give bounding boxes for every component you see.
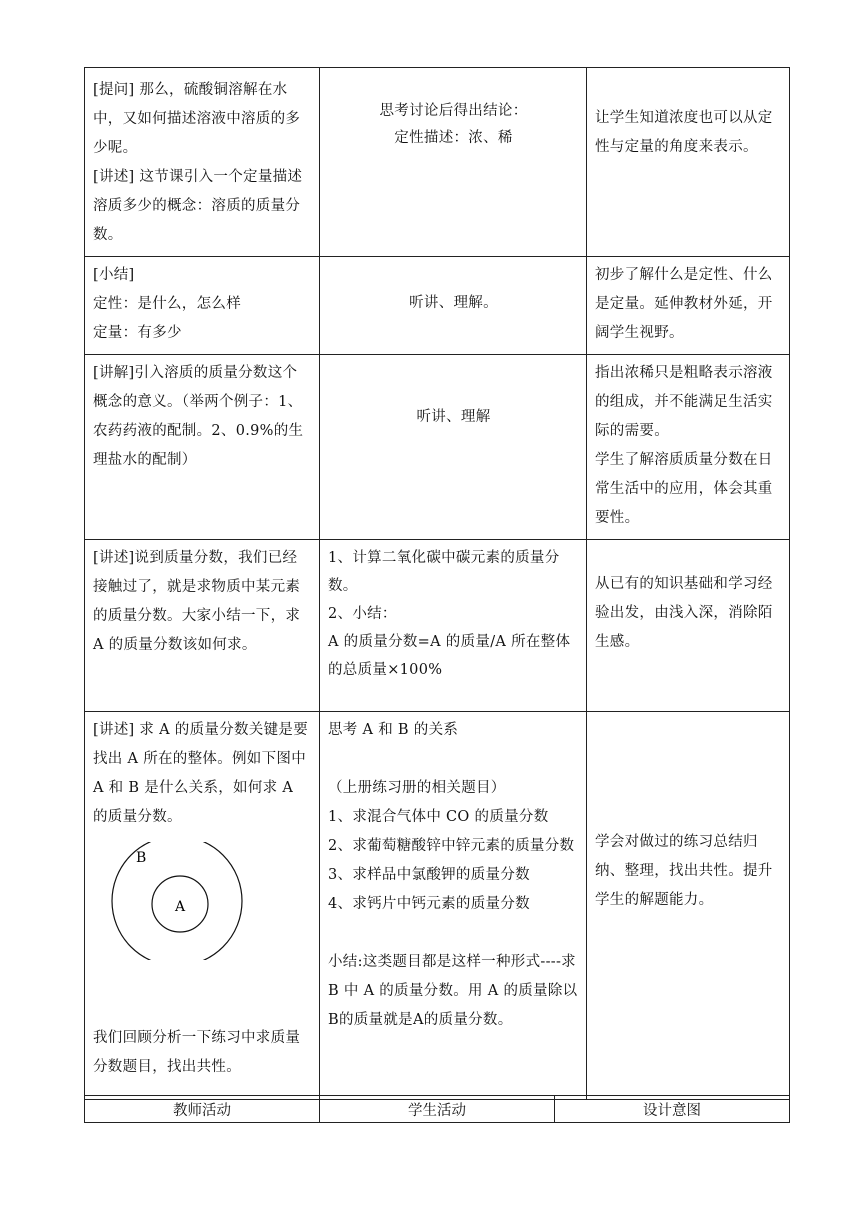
design-cell	[587, 540, 790, 712]
design-cell	[587, 257, 790, 355]
header-row	[85, 1096, 790, 1123]
student-text: 2、求葡萄糖酸锌中锌元素的质量分数	[328, 838, 575, 854]
table-row	[85, 712, 790, 1100]
lesson-plan-table	[84, 67, 790, 1100]
design-text: 让学生知道浓度也可以从定性与定量的角度来表示。	[595, 110, 773, 155]
teacher-cell	[85, 257, 320, 355]
design-cell	[587, 712, 790, 1100]
student-text: （上册练习册的相关题目）	[328, 780, 506, 796]
student-text: 思考 A 和 B 的关系	[328, 722, 459, 738]
student-cell	[320, 257, 587, 355]
student-text: 3、求样品中氯酸钾的质量分数	[328, 867, 530, 883]
table-row	[85, 540, 790, 712]
student-text: 定性描述：浓、稀	[394, 130, 513, 146]
design-text: 学会对做过的练习总结归纳、整理，找出共性。提升学生的解题能力。	[595, 834, 773, 908]
design-text: 指出浓稀只是粗略表示溶液的组成，并不能满足生活实际的需要。	[595, 365, 773, 439]
student-text: 1、求混合气体中 CO 的质量分数	[328, 809, 549, 825]
student-cell	[320, 355, 587, 540]
student-cell	[320, 540, 587, 712]
design-cell	[587, 355, 790, 540]
table-row	[85, 257, 790, 355]
label-b: B	[136, 850, 147, 866]
design-text: 初步了解什么是定性、什么是定量。延伸教材外延，开阔学生视野。	[595, 267, 773, 341]
student-cell	[320, 712, 587, 1100]
student-text: 听讲、理解。	[409, 295, 498, 311]
header-teacher: 教师活动	[85, 1096, 320, 1123]
student-text: 2、小结：	[328, 606, 397, 622]
teacher-text: [讲述] 这节课引入一个定量描述溶质多少的概念：溶质的质量分数。	[93, 169, 303, 243]
activity-header-table	[84, 1095, 790, 1123]
table-row	[85, 68, 790, 257]
teacher-text: [讲述]说到质量分数，我们已经接触过了，就是求物质中某元素的质量分数。大家小结一下，求 A 的质量分数该如何求。	[93, 550, 301, 653]
teacher-cell	[85, 712, 320, 1100]
design-text: 学生了解溶质质量分数在日常生活中的应用，体会其重要性。	[595, 452, 773, 526]
student-text: 思考讨论后得出结论：	[379, 103, 528, 119]
teacher-text: 定性：是什么，怎么样	[93, 296, 241, 312]
teacher-text: [讲解]引入溶质的质量分数这个概念的意义。（举两个例子：1、农药药液的配制。2、0.9%的生理盐水的配制）	[93, 365, 304, 468]
teacher-text: [讲述] 求 A 的质量分数关键是要找出 A 所在的整体。例如下图中 A 和 B 是什么关系，如何求 A 的质量分数。	[93, 722, 309, 825]
teacher-text: [小结]	[93, 267, 135, 283]
student-cell	[320, 68, 587, 257]
student-text: 听讲、理解	[416, 409, 491, 425]
teacher-cell	[85, 355, 320, 540]
teacher-cell	[85, 540, 320, 712]
student-text: A 的质量分数=A 的质量/A 所在整体的总质量×100%	[328, 634, 571, 678]
teacher-text: [提问] 那么，硫酸铜溶解在水中，又如何描述溶液中溶质的多少呢。	[93, 82, 301, 156]
header-design: 设计意图	[555, 1096, 790, 1123]
student-text: 小结:这类题目都是这样一种形式----求 B 中 A 的质量分数。用 A 的质量除以B的质量就是A的质量分数。	[328, 954, 578, 1028]
label-a: A	[175, 899, 186, 915]
student-text: 1、计算二氧化碳中碳元素的质量分数。	[328, 550, 560, 594]
design-text: 从已有的知识基础和学习经验出发，由浅入深，消除陌生感。	[595, 576, 773, 650]
teacher-cell	[85, 68, 320, 257]
teacher-text: 我们回顾分析一下练习中求质量分数题目，找出共性。	[93, 1030, 301, 1075]
header-student: 学生活动	[320, 1096, 555, 1123]
design-cell	[587, 68, 790, 257]
set-diagram	[103, 842, 253, 960]
student-text: 4、求钙片中钙元素的质量分数	[328, 896, 530, 912]
teacher-text: 定量：有多少	[93, 325, 182, 341]
table-row	[85, 355, 790, 540]
